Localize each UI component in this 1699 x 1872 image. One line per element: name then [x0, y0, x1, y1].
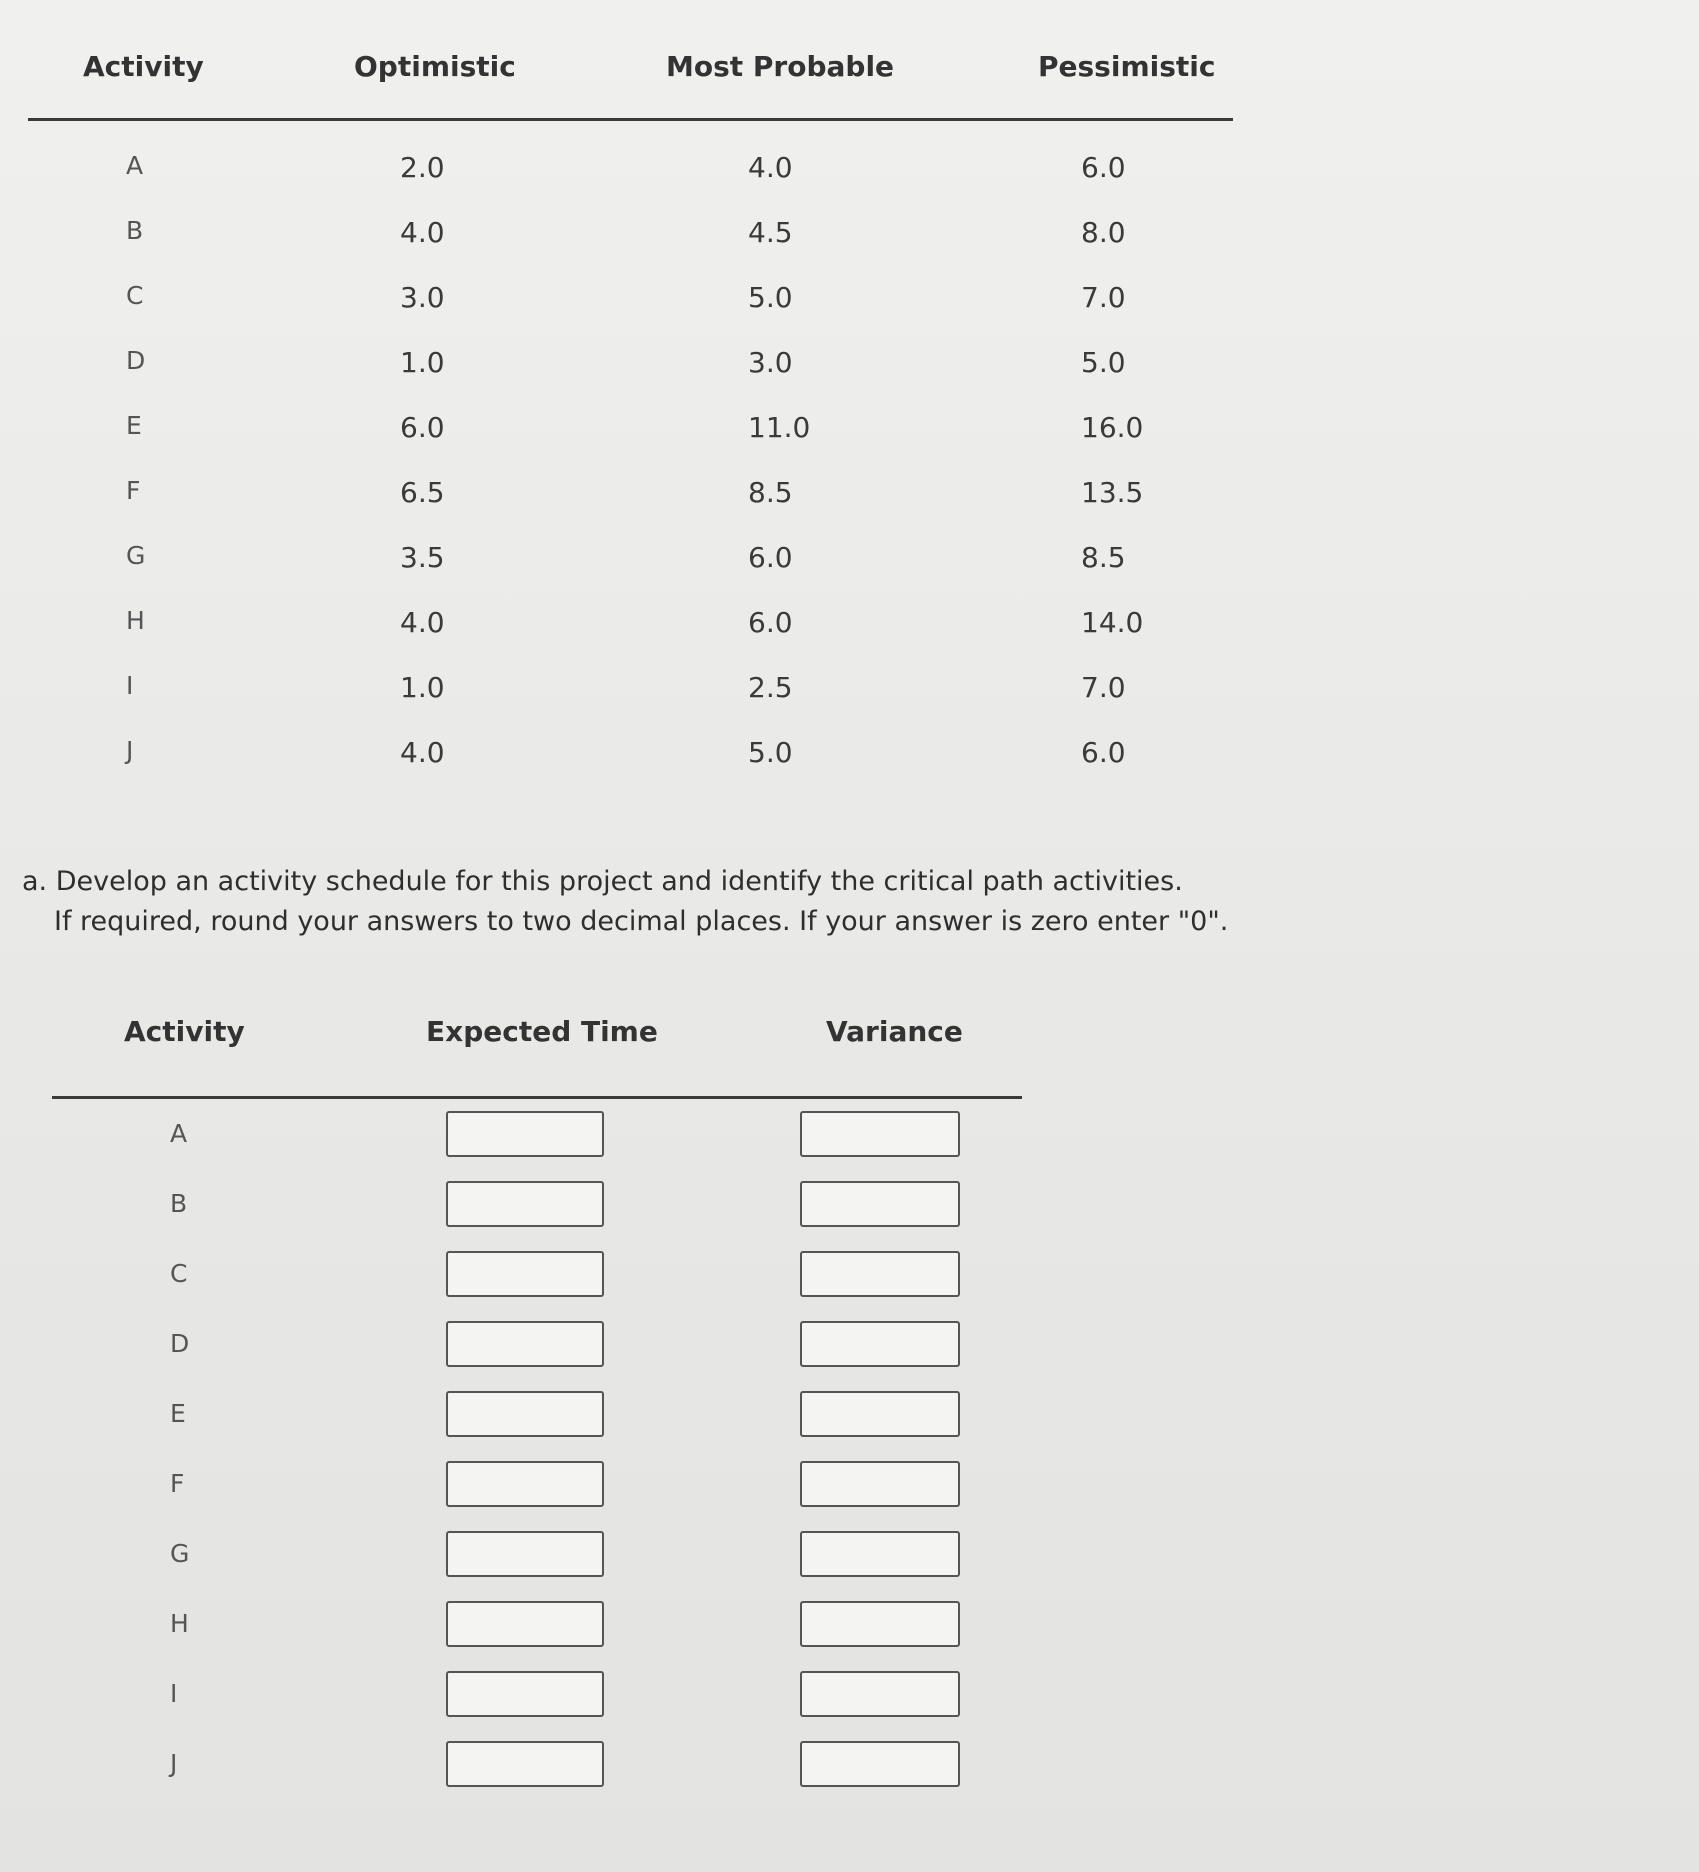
expected-time-input[interactable] [446, 1461, 604, 1507]
cell-pessimistic: 6.0 [1081, 736, 1126, 769]
cell-pessimistic: 6.0 [1081, 151, 1126, 184]
table-row [28, 541, 1233, 581]
table-row [28, 671, 1233, 711]
cell-most-probable: 6.0 [748, 606, 793, 639]
cell-activity: B [126, 216, 144, 245]
header-pessimistic: Pessimistic [1038, 50, 1216, 83]
cell-most-probable: 3.0 [748, 346, 793, 379]
cell-most-probable: 2.5 [748, 671, 793, 704]
question-line-2: If required, round your answers to two decimal places. If your answer is zero enter "0". [54, 906, 1229, 937]
variance-input[interactable] [800, 1601, 960, 1647]
cell-most-probable: 11.0 [748, 411, 811, 444]
expected-time-input[interactable] [446, 1251, 604, 1297]
expected-time-input[interactable] [446, 1181, 604, 1227]
header-most-probable: Most Probable [666, 50, 895, 83]
table-row [28, 281, 1233, 321]
answer-row [52, 1671, 1022, 1721]
table-row [28, 411, 1233, 451]
answer-activity-label: B [170, 1189, 188, 1218]
answer-row [52, 1251, 1022, 1301]
answer-table-body [52, 1099, 1022, 1799]
cell-activity: C [126, 281, 144, 310]
answer-row [52, 1461, 1022, 1511]
cell-most-probable: 6.0 [748, 541, 793, 574]
cell-pessimistic: 14.0 [1081, 606, 1144, 639]
variance-input[interactable] [800, 1181, 960, 1227]
variance-input[interactable] [800, 1111, 960, 1157]
table-row [28, 346, 1233, 386]
expected-time-input[interactable] [446, 1391, 604, 1437]
cell-most-probable: 5.0 [748, 736, 793, 769]
cell-pessimistic: 7.0 [1081, 671, 1126, 704]
cell-optimistic: 4.0 [400, 216, 445, 249]
cell-most-probable: 4.5 [748, 216, 793, 249]
table-row [28, 151, 1233, 191]
cell-activity: F [126, 476, 141, 505]
variance-input[interactable] [800, 1531, 960, 1577]
cell-activity: D [126, 346, 146, 375]
answer-activity-label: C [170, 1259, 188, 1288]
table-row [28, 606, 1233, 646]
expected-time-input[interactable] [446, 1671, 604, 1717]
answer-activity-label: J [170, 1749, 178, 1778]
answer-row [52, 1391, 1022, 1441]
question-line-1: a. Develop an activity schedule for this project and identify the critical path activities. [22, 866, 1183, 897]
cell-optimistic: 3.5 [400, 541, 445, 574]
table-row [28, 736, 1233, 776]
answer-header-variance: Variance [826, 1015, 963, 1048]
variance-input[interactable] [800, 1321, 960, 1367]
variance-input[interactable] [800, 1251, 960, 1297]
cell-activity: A [126, 151, 144, 180]
table-body [28, 121, 1233, 769]
expected-time-input[interactable] [446, 1741, 604, 1787]
answer-row [52, 1181, 1022, 1231]
answer-row [52, 1111, 1022, 1161]
cell-activity: I [126, 671, 134, 700]
variance-input[interactable] [800, 1741, 960, 1787]
cell-activity: H [126, 606, 145, 635]
cell-pessimistic: 8.0 [1081, 216, 1126, 249]
activity-time-estimates-table [28, 40, 1233, 769]
variance-input[interactable] [800, 1461, 960, 1507]
variance-input[interactable] [800, 1671, 960, 1717]
expected-time-input[interactable] [446, 1531, 604, 1577]
answer-activity-label: F [170, 1469, 185, 1498]
cell-optimistic: 4.0 [400, 606, 445, 639]
table-header-row [28, 40, 1233, 121]
cell-most-probable: 8.5 [748, 476, 793, 509]
cell-optimistic: 1.0 [400, 346, 445, 379]
answer-row [52, 1321, 1022, 1371]
cell-optimistic: 1.0 [400, 671, 445, 704]
cell-pessimistic: 8.5 [1081, 541, 1126, 574]
answer-header-expected-time: Expected Time [426, 1015, 658, 1048]
cell-optimistic: 6.0 [400, 411, 445, 444]
answer-activity-label: I [170, 1679, 178, 1708]
answer-header-activity: Activity [124, 1015, 245, 1048]
header-activity: Activity [83, 50, 204, 83]
activity-schedule-answer-table [52, 1010, 1022, 1799]
answer-row [52, 1601, 1022, 1651]
cell-pessimistic: 7.0 [1081, 281, 1126, 314]
cell-optimistic: 4.0 [400, 736, 445, 769]
table-row [28, 476, 1233, 516]
cell-activity: G [126, 541, 146, 570]
answer-activity-label: A [170, 1119, 188, 1148]
table-row [28, 216, 1233, 256]
answer-activity-label: E [170, 1399, 186, 1428]
answer-row [52, 1531, 1022, 1581]
cell-optimistic: 2.0 [400, 151, 445, 184]
cell-activity: E [126, 411, 142, 440]
answer-activity-label: H [170, 1609, 189, 1638]
cell-optimistic: 3.0 [400, 281, 445, 314]
cell-pessimistic: 5.0 [1081, 346, 1126, 379]
cell-activity: J [126, 736, 134, 765]
expected-time-input[interactable] [446, 1111, 604, 1157]
cell-pessimistic: 13.5 [1081, 476, 1144, 509]
answer-activity-label: G [170, 1539, 190, 1568]
cell-most-probable: 5.0 [748, 281, 793, 314]
answer-header-row [52, 1010, 1022, 1099]
question-text [22, 862, 1282, 942]
header-optimistic: Optimistic [354, 50, 516, 83]
variance-input[interactable] [800, 1391, 960, 1437]
cell-pessimistic: 16.0 [1081, 411, 1144, 444]
answer-row [52, 1741, 1022, 1791]
cell-optimistic: 6.5 [400, 476, 445, 509]
cell-most-probable: 4.0 [748, 151, 793, 184]
expected-time-input[interactable] [446, 1321, 604, 1367]
answer-activity-label: D [170, 1329, 190, 1358]
expected-time-input[interactable] [446, 1601, 604, 1647]
